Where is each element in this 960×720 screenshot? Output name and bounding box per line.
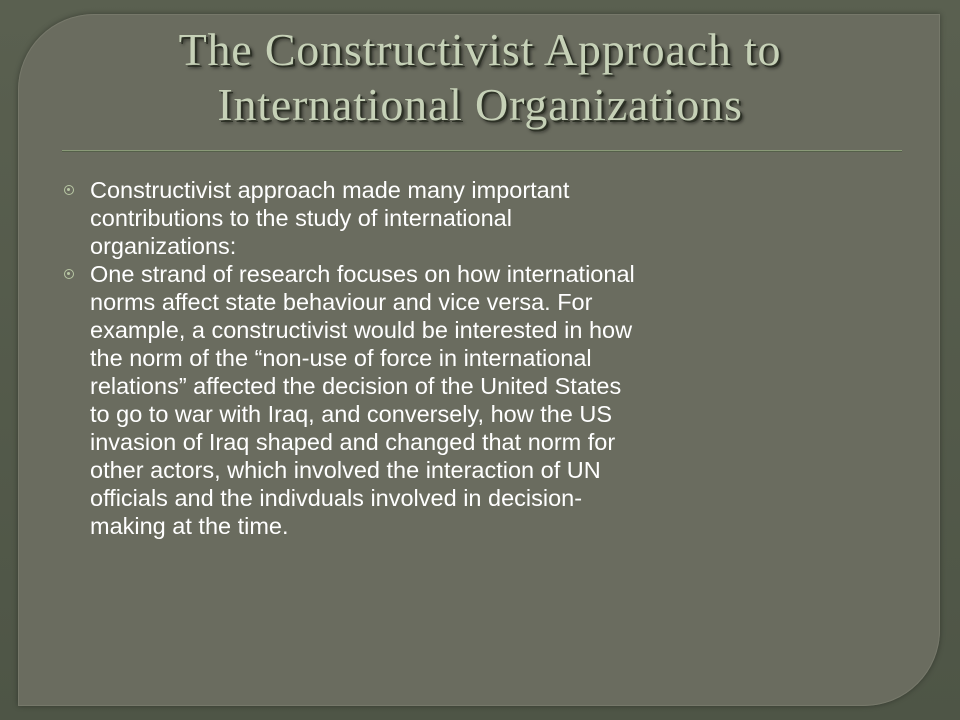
bullet-text — [90, 176, 902, 260]
bullet-text — [90, 260, 902, 540]
bullet-line: other actors, which involved the interaction of UN — [90, 457, 601, 483]
bullet-line: officials and the indivduals involved in decision- — [90, 485, 583, 511]
bullet-line: contributions to the study of international — [90, 205, 512, 231]
bullet-line: norms affect state behaviour and vice versa. For — [90, 289, 593, 315]
circled-dot-icon — [64, 269, 74, 279]
bullet-list — [62, 176, 902, 540]
circled-dot-icon — [64, 185, 74, 195]
slide-title-line: International Organizations — [217, 79, 743, 131]
bullet-line: One strand of research focuses on how international — [90, 261, 635, 287]
bullet-line: example, a constructivist would be interested in how — [90, 317, 633, 343]
bullet-line: making at the time. — [90, 513, 289, 539]
slide-title-line: The Constructivist Approach to — [178, 24, 782, 75]
title-divider — [62, 150, 902, 151]
bullet-line: invasion of Iraq shaped and changed that norm for — [90, 429, 616, 455]
bullet-item — [62, 260, 902, 540]
bullet-line: Constructivist approach made many important — [90, 177, 570, 203]
bullet-item — [62, 176, 902, 260]
bullet-line: to go to war with Iraq, and conversely, how the US — [90, 401, 613, 427]
slide-title — [0, 22, 960, 132]
bullet-line: the norm of the “non-use of force in international — [90, 345, 592, 371]
bullet-line: organizations: — [90, 233, 237, 259]
bullet-line: relations” affected the decision of the United States — [90, 373, 622, 399]
